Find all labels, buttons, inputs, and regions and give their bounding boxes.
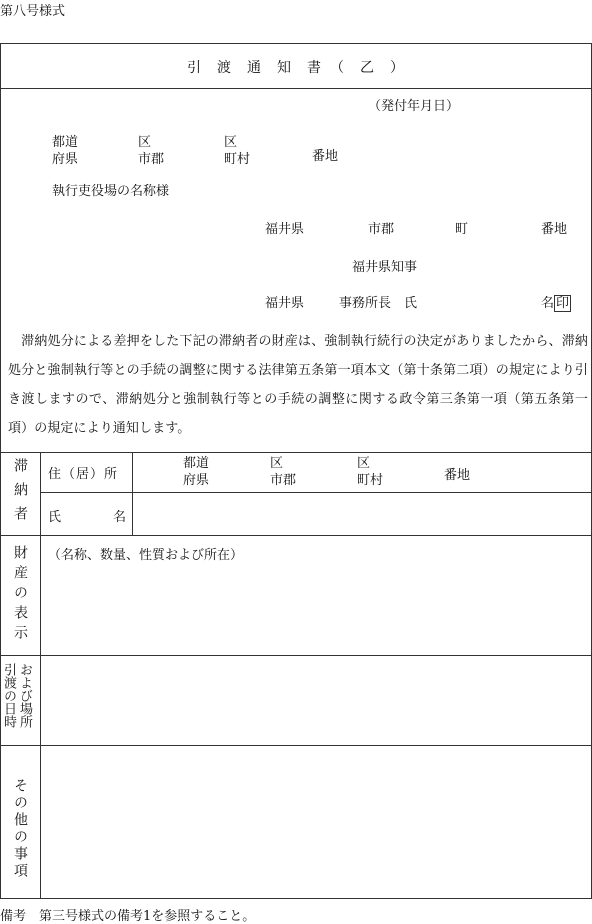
address-banchi: 番地 [444,468,471,483]
recipient-city: 区 市郡 [138,135,165,167]
property-note: （名称、数量、性質および所在） [48,548,244,563]
seal-stamp: 印 [556,296,570,311]
document-title: 引 渡 通 知 書 （ 乙 ） [187,60,405,76]
sender-mei: 名 [541,296,555,311]
other-header: その他の事項 [12,778,28,880]
frame-top [0,43,592,44]
name-label-2: 名 [113,510,127,525]
form-number: 第八号様式 [0,4,66,19]
address-town: 区 町村 [357,456,384,488]
title-divider [0,88,592,89]
address-prefecture: 都道 府県 [183,456,210,488]
frame-left [0,43,1,899]
address-city: 区 市郡 [270,456,297,488]
delinquent-header: 滞納者 [12,458,28,530]
sender-city: 市郡 [368,222,395,237]
recipient-name: 執行吏役場の名称様 [52,184,170,199]
footnote: 備考 第三号様式の備考1を参照すること。 [0,909,256,924]
sender-town: 町 [455,222,469,237]
sender-governor: 福井県知事 [352,260,418,275]
issue-date: （発付年月日） [368,99,460,114]
sender-signature [541,292,571,312]
notice-body: 滞納処分による差押をした下記の滞納者の財産は、強制執行続行の決定がありましたから、滞納処分と強制執行等との手続の調整に関する法律第五条第一項本文（第十条第二項）の規定により引き渡しますので、滞納処分と強制執行等との手続の調整に関する政令第三条第一項（第五条第一項）の規定により通知します。 [8,334,588,436]
sender-prefecture: 福井県 [265,222,305,237]
name-label-1: 氏 [48,510,62,525]
property-header: 財産の表示 [12,545,28,645]
delinquent-bottom [0,535,592,536]
handover-header-2: および場所 [17,663,32,728]
table-top [0,452,592,453]
recipient-prefecture: 都道 府県 [52,135,79,167]
address-divider [40,492,592,493]
property-bottom [0,655,592,656]
recipient-town: 区 町村 [224,135,251,167]
handover-bottom [0,745,592,746]
sender-banchi: 番地 [541,222,568,237]
header-column-divider [40,452,41,899]
sender-office-head: 事務所長 氏 [339,296,418,311]
frame-bottom [0,898,592,899]
sender-prefecture-2: 福井県 [265,296,305,311]
handover-header: 引渡の日時 [1,663,16,728]
address-label: 住（居）所 [48,467,119,482]
recipient-banchi: 番地 [312,149,339,164]
label-column-divider [132,452,133,535]
